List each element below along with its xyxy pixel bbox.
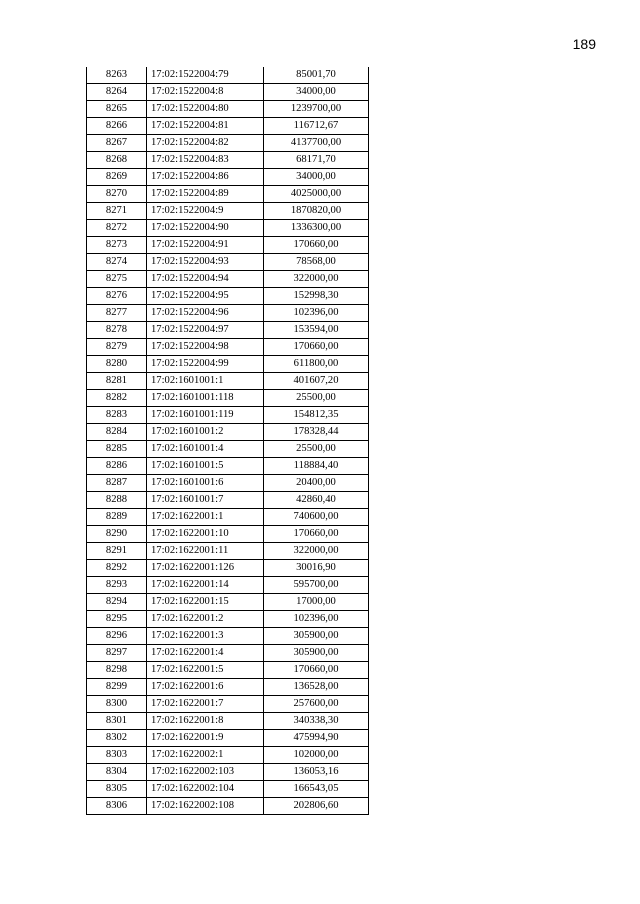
row-number-cell: 8299 [87, 679, 147, 696]
row-number-cell: 8295 [87, 611, 147, 628]
row-number-cell: 8300 [87, 696, 147, 713]
value-cell: 1870820,00 [264, 203, 369, 220]
value-cell: 170660,00 [264, 662, 369, 679]
cadastral-number-cell: 17:02:1622001:1 [147, 509, 264, 526]
cadastral-number-cell: 17:02:1522004:90 [147, 220, 264, 237]
value-cell: 153594,00 [264, 322, 369, 339]
table-row [87, 237, 369, 254]
value-cell: 118884,40 [264, 458, 369, 475]
table-row [87, 543, 369, 560]
cadastral-number-cell: 17:02:1522004:93 [147, 254, 264, 271]
row-number-cell: 8266 [87, 118, 147, 135]
cadastral-number-cell: 17:02:1522004:80 [147, 101, 264, 118]
row-number-cell: 8287 [87, 475, 147, 492]
cadastral-number-cell: 17:02:1522004:95 [147, 288, 264, 305]
value-cell: 611800,00 [264, 356, 369, 373]
value-cell: 136528,00 [264, 679, 369, 696]
table-row [87, 288, 369, 305]
table-row [87, 560, 369, 577]
row-number-cell: 8293 [87, 577, 147, 594]
value-cell: 257600,00 [264, 696, 369, 713]
table-row [87, 594, 369, 611]
table-row [87, 424, 369, 441]
table-row [87, 730, 369, 747]
row-number-cell: 8274 [87, 254, 147, 271]
table-row [87, 781, 369, 798]
row-number-cell: 8289 [87, 509, 147, 526]
table-row [87, 713, 369, 730]
cadastral-number-cell: 17:02:1601001:1 [147, 373, 264, 390]
value-cell: 401607,20 [264, 373, 369, 390]
cadastral-number-cell: 17:02:1622001:5 [147, 662, 264, 679]
table-row [87, 322, 369, 339]
row-number-cell: 8280 [87, 356, 147, 373]
table-row [87, 254, 369, 271]
page-number: 189 [572, 36, 596, 52]
row-number-cell: 8273 [87, 237, 147, 254]
value-cell: 340338,30 [264, 713, 369, 730]
row-number-cell: 8301 [87, 713, 147, 730]
cadastral-number-cell: 17:02:1522004:83 [147, 152, 264, 169]
cadastral-number-cell: 17:02:1622001:7 [147, 696, 264, 713]
value-cell: 136053,16 [264, 764, 369, 781]
value-cell: 740600,00 [264, 509, 369, 526]
row-number-cell: 8296 [87, 628, 147, 645]
value-cell: 305900,00 [264, 645, 369, 662]
row-number-cell: 8305 [87, 781, 147, 798]
cadastral-number-cell: 17:02:1522004:91 [147, 237, 264, 254]
value-cell: 102396,00 [264, 305, 369, 322]
row-number-cell: 8268 [87, 152, 147, 169]
records-table [86, 67, 369, 815]
value-cell: 170660,00 [264, 237, 369, 254]
row-number-cell: 8270 [87, 186, 147, 203]
cadastral-number-cell: 17:02:1522004:99 [147, 356, 264, 373]
value-cell: 78568,00 [264, 254, 369, 271]
table-row [87, 696, 369, 713]
value-cell: 202806,60 [264, 798, 369, 815]
cadastral-number-cell: 17:02:1601001:119 [147, 407, 264, 424]
row-number-cell: 8283 [87, 407, 147, 424]
value-cell: 475994,90 [264, 730, 369, 747]
cadastral-number-cell: 17:02:1522004:89 [147, 186, 264, 203]
table-row [87, 679, 369, 696]
value-cell: 102000,00 [264, 747, 369, 764]
cadastral-number-cell: 17:02:1622002:104 [147, 781, 264, 798]
table-row [87, 67, 369, 84]
table-row [87, 84, 369, 101]
cadastral-number-cell: 17:02:1622001:8 [147, 713, 264, 730]
cadastral-number-cell: 17:02:1622001:3 [147, 628, 264, 645]
row-number-cell: 8294 [87, 594, 147, 611]
value-cell: 34000,00 [264, 169, 369, 186]
row-number-cell: 8288 [87, 492, 147, 509]
value-cell: 595700,00 [264, 577, 369, 594]
cadastral-number-cell: 17:02:1522004:94 [147, 271, 264, 288]
row-number-cell: 8285 [87, 441, 147, 458]
row-number-cell: 8271 [87, 203, 147, 220]
value-cell: 85001,70 [264, 67, 369, 84]
row-number-cell: 8275 [87, 271, 147, 288]
value-cell: 116712,67 [264, 118, 369, 135]
value-cell: 322000,00 [264, 271, 369, 288]
value-cell: 166543,05 [264, 781, 369, 798]
table-row [87, 577, 369, 594]
cadastral-number-cell: 17:02:1622001:15 [147, 594, 264, 611]
table-row [87, 747, 369, 764]
row-number-cell: 8284 [87, 424, 147, 441]
cadastral-number-cell: 17:02:1522004:96 [147, 305, 264, 322]
table-row [87, 305, 369, 322]
row-number-cell: 8279 [87, 339, 147, 356]
table-row [87, 186, 369, 203]
table-row [87, 220, 369, 237]
value-cell: 34000,00 [264, 84, 369, 101]
records-table-body [87, 67, 369, 815]
value-cell: 178328,44 [264, 424, 369, 441]
table-row [87, 407, 369, 424]
value-cell: 1336300,00 [264, 220, 369, 237]
table-row [87, 475, 369, 492]
cadastral-number-cell: 17:02:1522004:81 [147, 118, 264, 135]
value-cell: 25500,00 [264, 441, 369, 458]
value-cell: 68171,70 [264, 152, 369, 169]
row-number-cell: 8297 [87, 645, 147, 662]
row-number-cell: 8306 [87, 798, 147, 815]
row-number-cell: 8277 [87, 305, 147, 322]
value-cell: 170660,00 [264, 339, 369, 356]
cadastral-number-cell: 17:02:1522004:86 [147, 169, 264, 186]
cadastral-number-cell: 17:02:1601001:5 [147, 458, 264, 475]
row-number-cell: 8298 [87, 662, 147, 679]
row-number-cell: 8291 [87, 543, 147, 560]
row-number-cell: 8292 [87, 560, 147, 577]
cadastral-number-cell: 17:02:1622002:1 [147, 747, 264, 764]
row-number-cell: 8282 [87, 390, 147, 407]
table-row [87, 390, 369, 407]
cadastral-number-cell: 17:02:1622001:9 [147, 730, 264, 747]
value-cell: 4137700,00 [264, 135, 369, 152]
row-number-cell: 8290 [87, 526, 147, 543]
cadastral-number-cell: 17:02:1601001:118 [147, 390, 264, 407]
row-number-cell: 8264 [87, 84, 147, 101]
cadastral-number-cell: 17:02:1522004:98 [147, 339, 264, 356]
value-cell: 170660,00 [264, 526, 369, 543]
value-cell: 17000,00 [264, 594, 369, 611]
value-cell: 30016,90 [264, 560, 369, 577]
table-row [87, 203, 369, 220]
cadastral-number-cell: 17:02:1601001:4 [147, 441, 264, 458]
table-row [87, 441, 369, 458]
row-number-cell: 8302 [87, 730, 147, 747]
table-row [87, 526, 369, 543]
row-number-cell: 8278 [87, 322, 147, 339]
cadastral-number-cell: 17:02:1622001:2 [147, 611, 264, 628]
table-row [87, 611, 369, 628]
table-row [87, 271, 369, 288]
value-cell: 152998,30 [264, 288, 369, 305]
cadastral-number-cell: 17:02:1522004:97 [147, 322, 264, 339]
table-row [87, 356, 369, 373]
table-row [87, 373, 369, 390]
table-row [87, 492, 369, 509]
cadastral-number-cell: 17:02:1622001:14 [147, 577, 264, 594]
row-number-cell: 8276 [87, 288, 147, 305]
table-row [87, 764, 369, 781]
cadastral-number-cell: 17:02:1622001:126 [147, 560, 264, 577]
row-number-cell: 8304 [87, 764, 147, 781]
value-cell: 1239700,00 [264, 101, 369, 118]
value-cell: 102396,00 [264, 611, 369, 628]
value-cell: 42860,40 [264, 492, 369, 509]
value-cell: 4025000,00 [264, 186, 369, 203]
value-cell: 305900,00 [264, 628, 369, 645]
cadastral-number-cell: 17:02:1622001:6 [147, 679, 264, 696]
table-row [87, 118, 369, 135]
table-row [87, 628, 369, 645]
table-row [87, 509, 369, 526]
cadastral-number-cell: 17:02:1522004:79 [147, 67, 264, 84]
row-number-cell: 8269 [87, 169, 147, 186]
table-row [87, 339, 369, 356]
table-row [87, 101, 369, 118]
table-row [87, 152, 369, 169]
cadastral-number-cell: 17:02:1522004:9 [147, 203, 264, 220]
cadastral-number-cell: 17:02:1601001:2 [147, 424, 264, 441]
cadastral-number-cell: 17:02:1522004:8 [147, 84, 264, 101]
cadastral-number-cell: 17:02:1601001:7 [147, 492, 264, 509]
cadastral-number-cell: 17:02:1522004:82 [147, 135, 264, 152]
cadastral-number-cell: 17:02:1622001:4 [147, 645, 264, 662]
table-row [87, 798, 369, 815]
table-row [87, 135, 369, 152]
table-row [87, 662, 369, 679]
row-number-cell: 8263 [87, 67, 147, 84]
cadastral-number-cell: 17:02:1601001:6 [147, 475, 264, 492]
row-number-cell: 8303 [87, 747, 147, 764]
value-cell: 25500,00 [264, 390, 369, 407]
table-row [87, 645, 369, 662]
row-number-cell: 8272 [87, 220, 147, 237]
cadastral-number-cell: 17:02:1622002:103 [147, 764, 264, 781]
cadastral-number-cell: 17:02:1622001:11 [147, 543, 264, 560]
table-row [87, 169, 369, 186]
cadastral-number-cell: 17:02:1622002:108 [147, 798, 264, 815]
row-number-cell: 8267 [87, 135, 147, 152]
value-cell: 154812,35 [264, 407, 369, 424]
value-cell: 322000,00 [264, 543, 369, 560]
cadastral-number-cell: 17:02:1622001:10 [147, 526, 264, 543]
value-cell: 20400,00 [264, 475, 369, 492]
table-row [87, 458, 369, 475]
row-number-cell: 8286 [87, 458, 147, 475]
row-number-cell: 8265 [87, 101, 147, 118]
row-number-cell: 8281 [87, 373, 147, 390]
